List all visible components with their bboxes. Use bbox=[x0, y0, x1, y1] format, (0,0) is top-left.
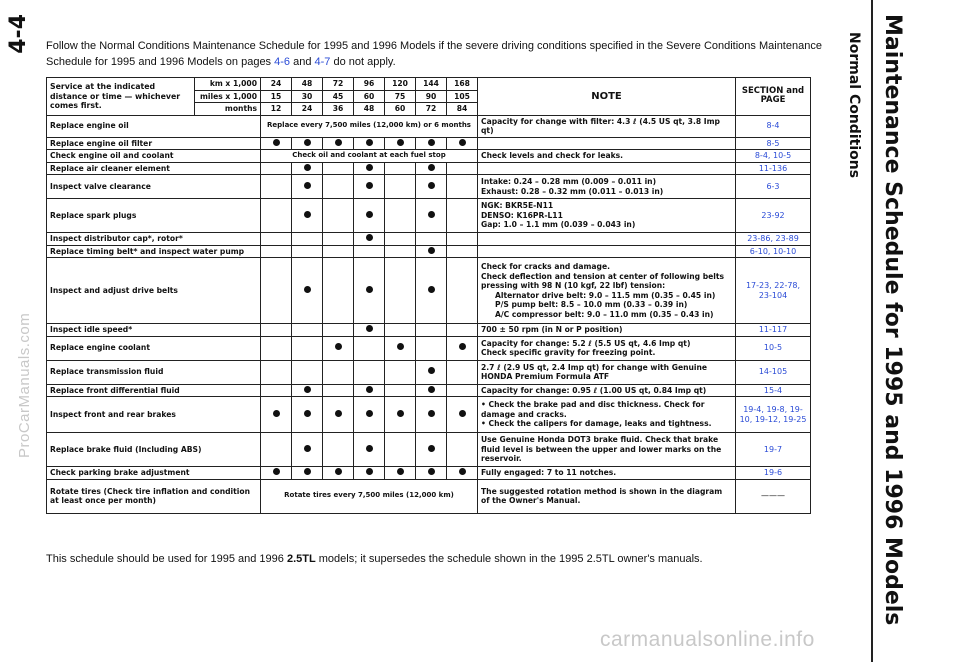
interval-span: Replace every 7,500 miles (12,000 km) or 6 months bbox=[261, 115, 478, 137]
table-row bbox=[47, 397, 811, 433]
months-value: 48 bbox=[354, 103, 385, 116]
note-cell: 700 ± 50 rpm (in N or P position) bbox=[478, 324, 736, 337]
note-cell bbox=[478, 336, 736, 360]
miles-value: 30 bbox=[292, 90, 323, 103]
km-value: 168 bbox=[447, 78, 478, 91]
outro-model: 2.5TL bbox=[286, 553, 316, 565]
service-dot bbox=[428, 386, 435, 393]
service-dot bbox=[335, 468, 342, 475]
note-cell bbox=[478, 360, 736, 384]
section-link[interactable]: 15-4 bbox=[736, 384, 811, 397]
service-dot bbox=[428, 286, 435, 293]
service-dot bbox=[428, 445, 435, 452]
km-value: 24 bbox=[261, 78, 292, 91]
item-label: Replace engine coolant bbox=[47, 336, 261, 360]
table-row bbox=[47, 479, 811, 513]
miles-value: 45 bbox=[323, 90, 354, 103]
item-label: Replace engine oil bbox=[47, 115, 261, 137]
section-link[interactable]: 23-86, 23-89 bbox=[736, 233, 811, 246]
service-dot bbox=[304, 468, 311, 475]
km-value: 120 bbox=[385, 78, 416, 91]
item-label: Replace spark plugs bbox=[47, 199, 261, 233]
service-dot bbox=[366, 234, 373, 241]
service-dot bbox=[304, 445, 311, 452]
km-value: 72 bbox=[323, 78, 354, 91]
months-value: 60 bbox=[385, 103, 416, 116]
note-line: Exhaust: 0.28 – 0.32 mm (0.011 – 0.013 in) bbox=[481, 186, 664, 196]
service-dot bbox=[273, 410, 280, 417]
table-row bbox=[47, 384, 811, 397]
section-link[interactable]: 10-5 bbox=[736, 336, 811, 360]
service-dot bbox=[273, 468, 280, 475]
service-dot bbox=[428, 410, 435, 417]
service-dot bbox=[304, 139, 311, 146]
item-label: Inspect front and rear brakes bbox=[47, 397, 261, 433]
maintenance-schedule-table bbox=[46, 77, 811, 514]
km-value: 144 bbox=[416, 78, 447, 91]
section-link[interactable]: 8-5 bbox=[736, 137, 811, 150]
service-dot bbox=[397, 468, 404, 475]
header-item: Service at the indicated distance or time — whichever comes first. bbox=[47, 78, 195, 116]
table-row bbox=[47, 336, 811, 360]
note-cell bbox=[478, 175, 736, 199]
note-cell bbox=[478, 137, 736, 150]
note-line: P/S pump belt: 8.5 – 10.0 mm (0.33 – 0.39 in) bbox=[495, 300, 688, 309]
section-link[interactable]: 19-6 bbox=[736, 467, 811, 480]
note-cell: The suggested rotation method is shown in the diagram of the Owner's Manual. bbox=[478, 479, 736, 513]
km-value: 48 bbox=[292, 78, 323, 91]
service-dot bbox=[304, 164, 311, 171]
note-cell: Capacity for change with filter: 4.3 ℓ (4.5 US qt, 3.8 Imp qt) bbox=[478, 115, 736, 137]
item-label: Replace engine oil filter bbox=[47, 137, 261, 150]
table-row bbox=[47, 162, 811, 175]
note-line: Capacity for change: 5.2 ℓ (5.5 US qt, 4.6 Imp qt) bbox=[481, 338, 691, 348]
service-dot bbox=[428, 247, 435, 254]
note-line: A/C compressor belt: 9.0 – 11.0 mm (0.35 – 0.43 in) bbox=[495, 309, 714, 319]
note-line: Gap: 1.0 – 1.1 mm (0.039 – 0.043 in) bbox=[481, 220, 636, 230]
section-link[interactable]: 6-3 bbox=[736, 175, 811, 199]
note-cell bbox=[478, 245, 736, 258]
watermark-left: ProCarManuals.com bbox=[16, 312, 33, 458]
note-cell: Use Genuine Honda DOT3 brake fluid. Check that brake fluid level is between the upper and lower marks on the reservoir. bbox=[478, 433, 736, 467]
service-dot bbox=[459, 410, 466, 417]
note-cell bbox=[478, 258, 736, 324]
note-line: DENSO: K16PR-L11 bbox=[481, 210, 563, 220]
header-label-months: months bbox=[195, 103, 261, 116]
page-number: 4-4 bbox=[6, 14, 31, 54]
header-label-km: km x 1,000 bbox=[195, 78, 261, 91]
note-cell: Capacity for change: 0.95 ℓ (1.00 US qt, 0.84 Imp qt) bbox=[478, 384, 736, 397]
service-dot bbox=[304, 386, 311, 393]
table-row bbox=[47, 258, 811, 324]
miles-value: 15 bbox=[261, 90, 292, 103]
section-link[interactable]: 11-117 bbox=[736, 324, 811, 337]
note-line: NGK: BKR5E-N11 bbox=[481, 201, 554, 211]
months-value: 24 bbox=[292, 103, 323, 116]
service-dot bbox=[366, 211, 373, 218]
section-link[interactable]: 17-23, 22-78, 23-104 bbox=[736, 258, 811, 324]
item-label: Replace timing belt* and inspect water pump bbox=[47, 245, 261, 258]
note-cell bbox=[478, 397, 736, 433]
table-row bbox=[47, 467, 811, 480]
table-row bbox=[47, 233, 811, 246]
section-link[interactable]: 19-4, 19-8, 19-10, 19-12, 19-25 bbox=[736, 397, 811, 433]
service-dot bbox=[459, 468, 466, 475]
service-dot bbox=[459, 343, 466, 350]
section-link[interactable]: 6-10, 10-10 bbox=[736, 245, 811, 258]
section-link[interactable]: 19-7 bbox=[736, 433, 811, 467]
service-dot bbox=[428, 367, 435, 374]
item-label: Inspect distributor cap*, rotor* bbox=[47, 233, 261, 246]
header-section: SECTION and PAGE bbox=[736, 78, 811, 116]
item-label: Replace brake fluid (Including ABS) bbox=[47, 433, 261, 467]
link-page-4-6[interactable]: 4-6 bbox=[274, 56, 291, 68]
service-dot bbox=[459, 139, 466, 146]
note-cell bbox=[478, 199, 736, 233]
service-dot bbox=[397, 139, 404, 146]
table-row bbox=[47, 245, 811, 258]
note-cell: Check levels and check for leaks. bbox=[478, 150, 736, 163]
months-value: 84 bbox=[447, 103, 478, 116]
miles-value: 60 bbox=[354, 90, 385, 103]
intro-text-2: do not apply. bbox=[330, 56, 396, 68]
service-dot bbox=[397, 410, 404, 417]
section-link[interactable]: 23-92 bbox=[736, 199, 811, 233]
service-dot bbox=[366, 445, 373, 452]
miles-value: 105 bbox=[447, 90, 478, 103]
service-dot bbox=[273, 139, 280, 146]
table-row bbox=[47, 137, 811, 150]
service-dot bbox=[428, 164, 435, 171]
item-label: Replace transmission fluid bbox=[47, 360, 261, 384]
item-label: Replace front differential fluid bbox=[47, 384, 261, 397]
intro-paragraph bbox=[46, 38, 826, 70]
note-cell: Fully engaged: 7 to 11 notches. bbox=[478, 467, 736, 480]
service-dot bbox=[335, 139, 342, 146]
service-dot bbox=[304, 182, 311, 189]
service-dot bbox=[304, 286, 311, 293]
item-label: Inspect and adjust drive belts bbox=[47, 258, 261, 324]
service-dot bbox=[397, 343, 404, 350]
link-page-4-7[interactable]: 4-7 bbox=[314, 56, 331, 68]
item-label: Check engine oil and coolant bbox=[47, 150, 261, 163]
note-line: Alternator drive belt: 9.0 – 11.5 mm (0.35 – 0.45 in) bbox=[495, 290, 716, 300]
miles-value: 75 bbox=[385, 90, 416, 103]
outro-text-2: models; it supersedes the schedule shown in the 1995 2.5TL owner's manuals. bbox=[315, 553, 703, 565]
service-dot bbox=[335, 343, 342, 350]
months-value: 12 bbox=[261, 103, 292, 116]
km-value: 96 bbox=[354, 78, 385, 91]
service-dot bbox=[335, 410, 342, 417]
note-line: Check for cracks and damage. bbox=[481, 262, 610, 271]
table-row bbox=[47, 175, 811, 199]
table-row bbox=[47, 199, 811, 233]
table-row bbox=[47, 360, 811, 384]
service-dot bbox=[304, 410, 311, 417]
section-link[interactable]: 11-136 bbox=[736, 162, 811, 175]
service-dot bbox=[428, 182, 435, 189]
months-value: 36 bbox=[323, 103, 354, 116]
service-dot bbox=[366, 325, 373, 332]
section-link[interactable]: 8-4, 10-5 bbox=[736, 150, 811, 163]
note-line: • Check the calipers for damage, leaks and tightness. bbox=[481, 419, 712, 429]
intro-and: and bbox=[290, 56, 315, 68]
watermark-bottom: carmanualsonline.info bbox=[600, 628, 815, 651]
table-row bbox=[47, 324, 811, 337]
interval-span: Check oil and coolant at each fuel stop bbox=[261, 150, 478, 163]
note-line: Intake: 0.24 – 0.28 mm (0.009 – 0.011 in) bbox=[481, 177, 657, 186]
item-label: Rotate tires (Check tire inflation and condition at least once per month) bbox=[47, 479, 261, 513]
note-cell bbox=[478, 233, 736, 246]
service-dot bbox=[428, 468, 435, 475]
note-line: • Check the brake pad and disc thickness. Check for damage and cracks. bbox=[481, 400, 705, 419]
table-row bbox=[47, 150, 811, 163]
note-line: Check specific gravity for freezing point. bbox=[481, 348, 656, 357]
table-row bbox=[47, 115, 811, 137]
side-title: Maintenance Schedule for 1995 and 1996 Models bbox=[880, 14, 905, 626]
item-label: Replace air cleaner element bbox=[47, 162, 261, 175]
item-label: Inspect valve clearance bbox=[47, 175, 261, 199]
note-line: HONDA Premium Formula ATF bbox=[481, 372, 610, 381]
item-label: Check parking brake adjustment bbox=[47, 467, 261, 480]
side-subtitle: Normal Conditions bbox=[846, 32, 862, 179]
outro-text-1: This schedule should be used for 1995 and 1996 bbox=[46, 553, 287, 565]
service-dot bbox=[366, 139, 373, 146]
months-value: 72 bbox=[416, 103, 447, 116]
service-dot bbox=[428, 139, 435, 146]
miles-value: 90 bbox=[416, 90, 447, 103]
header-row-km bbox=[47, 78, 811, 91]
outro-paragraph bbox=[46, 553, 826, 565]
section-link[interactable]: 8-4 bbox=[736, 115, 811, 137]
header-label-miles: miles x 1,000 bbox=[195, 90, 261, 103]
service-dot bbox=[428, 211, 435, 218]
service-dot bbox=[366, 468, 373, 475]
service-dot bbox=[366, 182, 373, 189]
service-dot bbox=[304, 211, 311, 218]
note-cell bbox=[478, 162, 736, 175]
section-cell: ——— bbox=[736, 479, 811, 513]
item-label: Inspect idle speed* bbox=[47, 324, 261, 337]
table-row bbox=[47, 433, 811, 467]
intro-text-1: Follow the Normal Conditions Maintenance Schedule for 1995 and 1996 Models if the severe driving conditions specified in the Severe Conditions Maintenance Schedule for 1995 and 1996 Models on pages bbox=[46, 40, 822, 68]
section-link[interactable]: 14-105 bbox=[736, 360, 811, 384]
service-dot bbox=[366, 286, 373, 293]
vertical-rule bbox=[871, 0, 873, 662]
service-dot bbox=[366, 410, 373, 417]
service-dot bbox=[366, 164, 373, 171]
header-note: NOTE bbox=[478, 78, 736, 116]
note-line: 2.7 ℓ (2.9 US qt, 2.4 Imp qt) for change with Genuine bbox=[481, 362, 708, 372]
interval-span: Rotate tires every 7,500 miles (12,000 km) bbox=[261, 479, 478, 513]
service-dot bbox=[366, 386, 373, 393]
note-line: Check deflection and tension at center of following belts pressing with 98 N (10 kgf, 22 lbf) tension: bbox=[481, 271, 725, 290]
